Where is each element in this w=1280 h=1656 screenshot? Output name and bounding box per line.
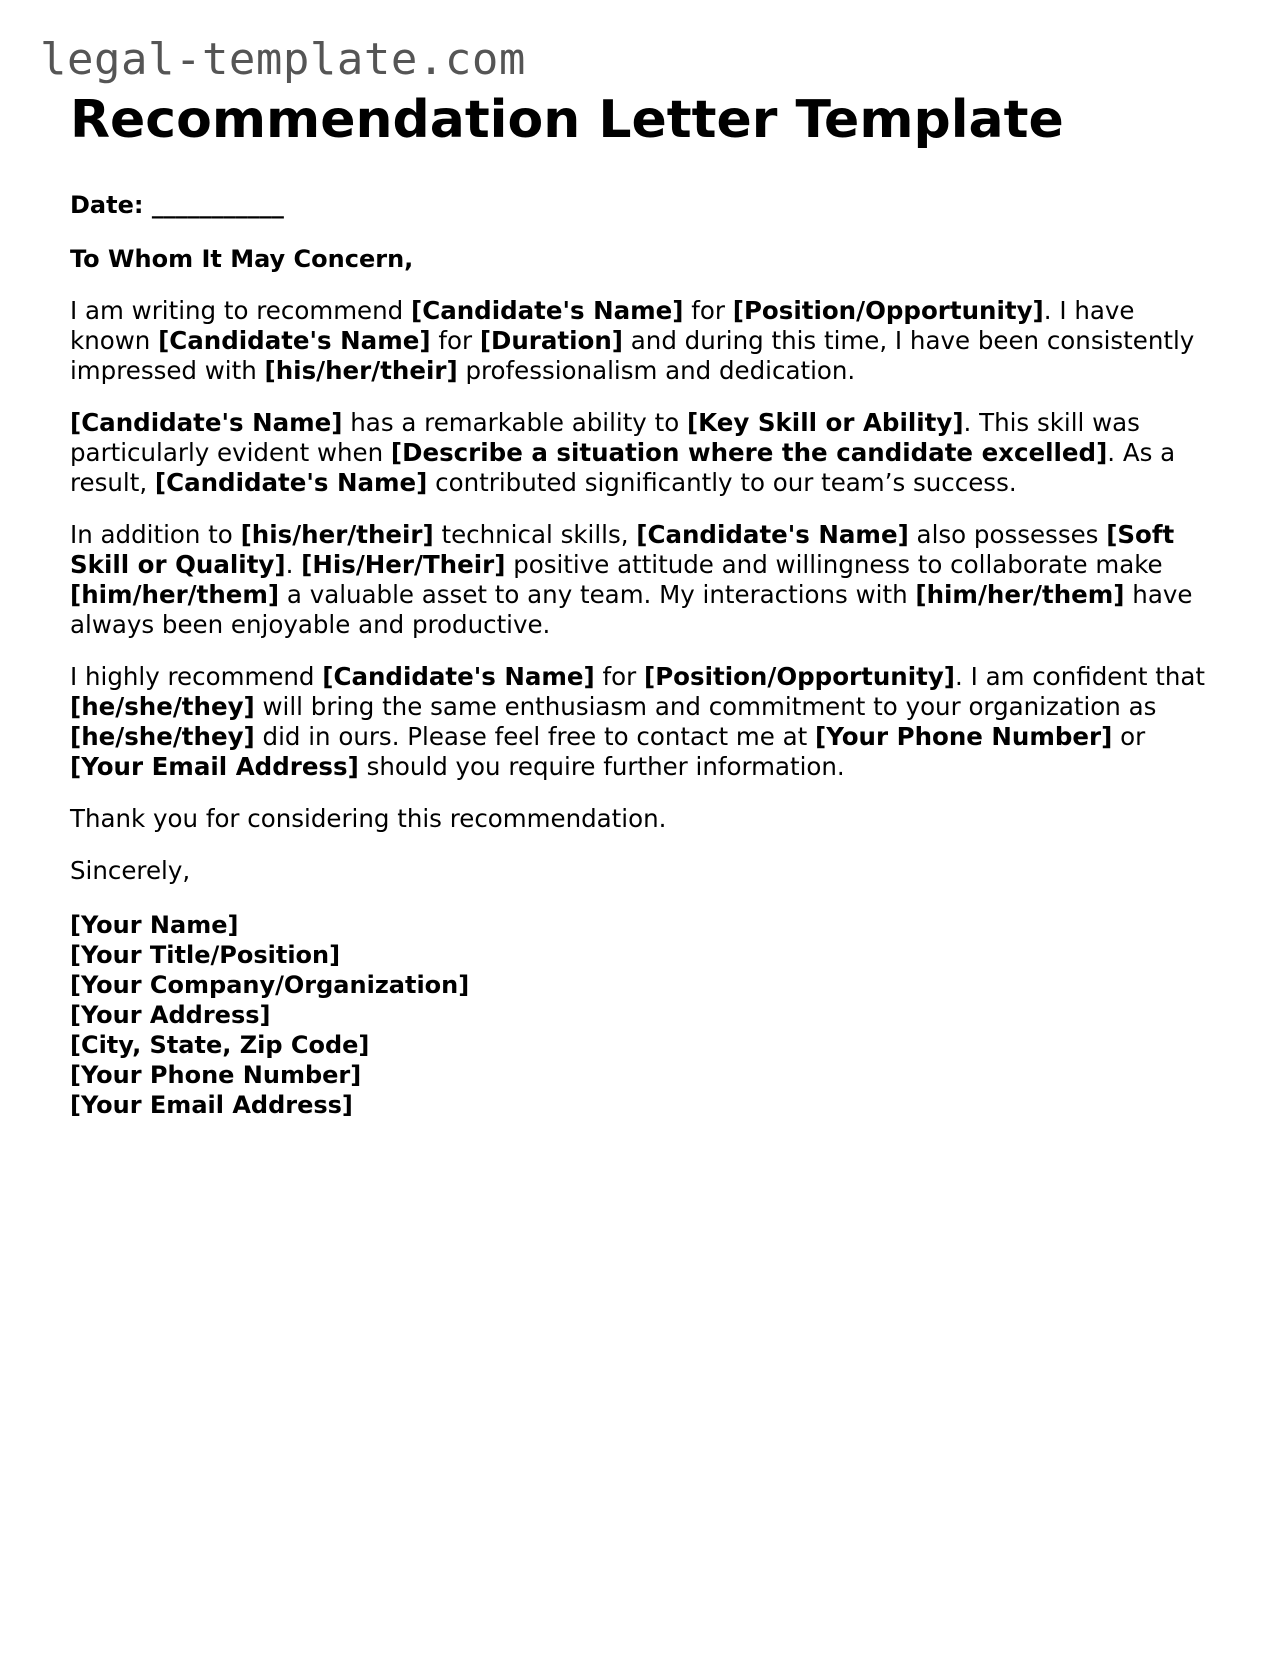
p3-text-1: In addition to bbox=[70, 520, 241, 549]
p3-text-2: technical skills, bbox=[433, 520, 637, 549]
p3-placeholder-1: [his/her/their] bbox=[240, 520, 434, 549]
p4-placeholder-1: [Candidate's Name] bbox=[322, 662, 595, 691]
p2-text-4: contributed significantly to our team’s success. bbox=[427, 468, 1017, 497]
p1-text-1: I am writing to recommend bbox=[70, 296, 412, 325]
signature-email: [Your Email Address] bbox=[70, 1091, 353, 1119]
p1-text-4: for bbox=[430, 326, 480, 355]
p4-placeholder-4: [he/she/they] bbox=[70, 722, 255, 751]
p3-text-3: also possesses bbox=[908, 520, 1107, 549]
signature-phone: [Your Phone Number] bbox=[70, 1061, 362, 1089]
p1-text-3: . I have known bbox=[70, 296, 1135, 355]
p2-text-2: . This skill was particularly evident when bbox=[70, 408, 1140, 467]
date-line bbox=[70, 190, 1220, 220]
date-blank: ___________ bbox=[151, 191, 284, 219]
p2-placeholder-2: [Key Skill or Ability] bbox=[686, 408, 964, 437]
signature-title: [Your Title/Position] bbox=[70, 941, 341, 969]
date-label: Date: bbox=[70, 191, 144, 219]
p3-placeholder-4: [His/Her/Their] bbox=[301, 550, 506, 579]
p4-text-6: or bbox=[1112, 722, 1146, 751]
signature-city: [City, State, Zip Code] bbox=[70, 1031, 370, 1059]
signature-name: [Your Name] bbox=[70, 911, 239, 939]
page-title: Recommendation Letter Template bbox=[70, 90, 1064, 150]
signature-block bbox=[70, 910, 1220, 1120]
signature-address: [Your Address] bbox=[70, 1001, 271, 1029]
p4-placeholder-5: [Your Phone Number] bbox=[815, 722, 1113, 751]
p4-text-5: did in ours. Please feel free to contact me at bbox=[254, 722, 816, 751]
p3-placeholder-2: [Candidate's Name] bbox=[636, 520, 909, 549]
paragraph-1 bbox=[70, 296, 1220, 386]
letter-page bbox=[70, 90, 1220, 1120]
p4-placeholder-6: [Your Email Address] bbox=[70, 752, 359, 781]
p3-placeholder-3: [Soft Skill or Quality] bbox=[70, 520, 1175, 579]
p2-text-3: . As a result, bbox=[70, 438, 1176, 497]
p4-text-4: will bring the same enthusiasm and commitment to your organization as bbox=[254, 692, 1157, 721]
p4-text-1: I highly recommend bbox=[70, 662, 323, 691]
paragraph-4 bbox=[70, 662, 1220, 782]
p1-placeholder-5: [his/her/their] bbox=[264, 356, 458, 385]
p1-text-6: professionalism and dedication. bbox=[457, 356, 856, 385]
paragraph-3 bbox=[70, 520, 1220, 640]
p3-placeholder-6: [him/her/them] bbox=[915, 580, 1125, 609]
p4-placeholder-2: [Position/Opportunity] bbox=[644, 662, 956, 691]
p3-placeholder-5: [him/her/them] bbox=[70, 580, 280, 609]
p2-placeholder-1: [Candidate's Name] bbox=[70, 408, 343, 437]
p1-placeholder-2: [Position/Opportunity] bbox=[732, 296, 1044, 325]
paragraph-2 bbox=[70, 408, 1220, 498]
p3-text-5: positive attitude and willingness to collaborate make bbox=[505, 550, 1163, 579]
signoff: Sincerely, bbox=[70, 856, 191, 885]
p1-text-2: for bbox=[683, 296, 733, 325]
p2-text-1: has a remarkable ability to bbox=[342, 408, 687, 437]
p1-placeholder-1: [Candidate's Name] bbox=[411, 296, 684, 325]
p3-text-4: . bbox=[285, 550, 302, 579]
thanks-line: Thank you for considering this recommendation. bbox=[70, 804, 667, 833]
p2-placeholder-3: [Describe a situation where the candidate excelled] bbox=[390, 438, 1108, 467]
p3-text-6: a valuable asset to any team. My interactions with bbox=[279, 580, 916, 609]
p1-text-5: and during this time, I have been consistently impressed with bbox=[70, 326, 1195, 385]
p1-placeholder-3: [Candidate's Name] bbox=[158, 326, 431, 355]
p4-text-2: for bbox=[594, 662, 645, 691]
p4-text-7: should you require further information. bbox=[358, 752, 845, 781]
signature-company: [Your Company/Organization] bbox=[70, 971, 470, 999]
p1-placeholder-4: [Duration] bbox=[479, 326, 623, 355]
p3-text-7: have always been enjoyable and productive. bbox=[70, 580, 1193, 639]
p2-placeholder-4: [Candidate's Name] bbox=[154, 468, 428, 497]
salutation: To Whom It May Concern, bbox=[70, 245, 414, 273]
p4-placeholder-3: [he/she/they] bbox=[70, 692, 255, 721]
watermark: legal-template.com bbox=[40, 34, 526, 85]
p4-text-3: . I am confident that bbox=[955, 662, 1205, 691]
